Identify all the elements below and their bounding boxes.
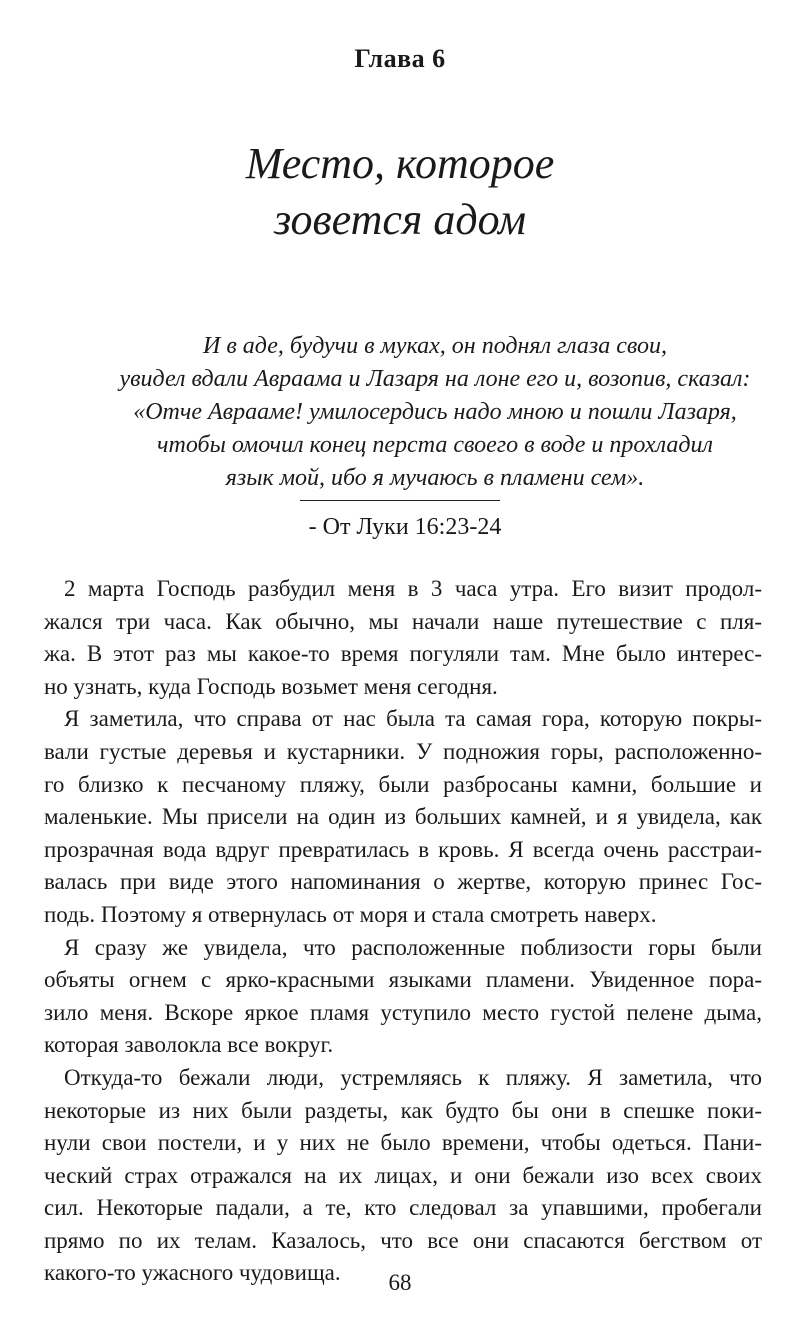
chapter-title-line: Место, которое [245,139,555,188]
body-line: 2 марта Господь разбудил меня в 3 часа утра. Его визит продол- [64,576,762,601]
chapter-title [0,136,800,248]
body-line: валась при виде этого напоминания о жертве, которую принес Гос- [44,869,762,895]
epigraph-line: «Отче Аврааме! умилосердись надо мною и пошли Лазаря, [133,399,737,425]
epigraph [90,330,780,495]
body-line: Я заметила, что справа от нас была та самая гора, которую покры- [64,706,762,732]
body-line: зило меня. Вскоре яркое пламя уступило место густой пелене дыма, [44,999,762,1025]
epigraph-line: чтобы омочил конец перста своего в воде и прохладил [157,432,713,458]
body-line: жа. В этот раз мы какое-то время погуляли там. Мне было интерес- [44,641,762,667]
body-text [44,573,762,1290]
body-line: объяты огнем с ярко-красными языками пламени. Увиденное пора- [44,967,762,993]
epigraph-citation: - От Луки 16:23-24 [308,514,502,540]
body-line: го близко к песчаному пляжу, были разбросаны камни, большие и [44,771,762,797]
body-line: какого-то ужасного чудовища. [44,1260,341,1286]
body-line: сил. Некоторые падали, а те, кто следовал за упавшими, пробегали [44,1195,762,1221]
body-line: Я сразу же увидела, что расположенные поблизости горы были [64,934,762,960]
epigraph-line: увидел вдали Авраама и Лазаря на лоне его и, возопив, сказал: [119,366,751,392]
body-line: жался три часа. Как обычно, мы начали наше путешествие с пля- [44,608,762,634]
body-line: прямо по их телам. Казалось, что все они спасаются бегством от [44,1227,762,1253]
body-line: ческий страх отражался на их лицах, и они бежали изо всех своих [44,1162,762,1188]
body-line: Откуда-то бежали люди, устремляясь к пляжу. Я заметила, что [64,1064,762,1090]
body-line: подь. Поэтому я отвернулась от моря и стала смотреть наверх. [44,901,657,927]
chapter-title-line: зовется адом [273,195,527,244]
body-line: но узнать, куда Господь возьмет меня сегодня. [44,673,498,699]
epigraph-line: язык мой, ибо я мучаюсь в пламени сем». [225,465,645,491]
page-number: 68 [388,1270,412,1295]
body-line: нули свои постели, и у них не было времени, чтобы одеться. Пани- [44,1130,762,1156]
body-line: прозрачная вода вдруг превратилась в кровь. Я всегда очень расстраи- [44,836,762,862]
body-line: вали густые деревья и кустарники. У подножия горы, расположенно- [44,738,762,764]
chapter-label: Глава 6 [354,44,446,73]
epigraph-line: И в аде, будучи в муках, он поднял глаза свои, [203,333,667,359]
body-line: маленькие. Мы присели на один из больших камней, и я увидела, как [44,804,762,830]
body-line: которая заволокла все вокруг. [44,1032,334,1058]
epigraph-divider [300,500,500,501]
body-line: некоторые из них были раздеты, как будто бы они в спешке поки- [44,1097,762,1123]
